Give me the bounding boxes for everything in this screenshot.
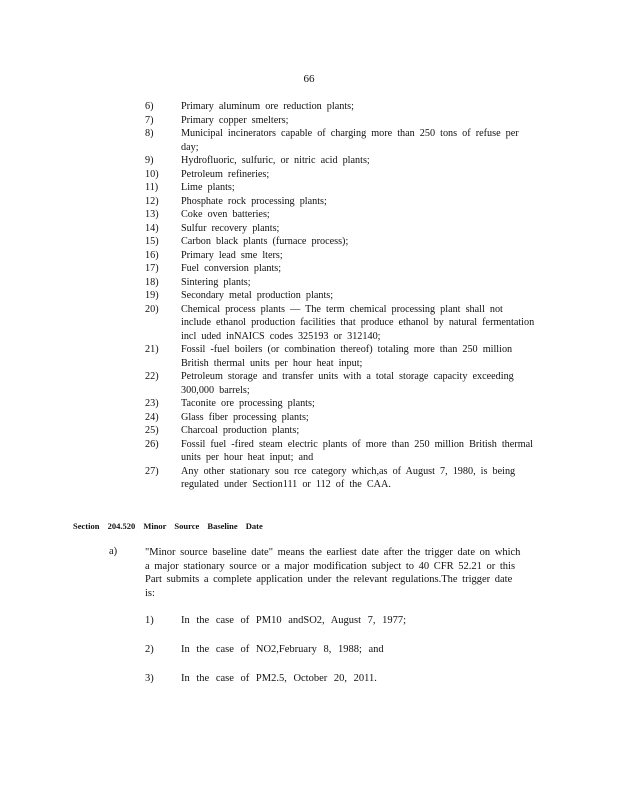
item-number: 11) [145,182,159,193]
item-text: In the case of PM10 andSO2, August 7, 1977; [181,615,407,626]
item-number: 26) [145,438,159,450]
item-number: 20) [145,303,159,315]
list-item [0,181,618,195]
item-number: 8) [145,128,154,139]
list-item [0,411,618,425]
item-text: Hydrofluoric, sulfuric, or nitric acid plants; [181,155,370,166]
paragraph-label: a) [109,546,118,557]
list-item [0,343,618,370]
item-number: 9) [145,155,154,166]
list-item [0,465,618,492]
list-item [0,397,618,411]
item-text: Charcoal production plants; [181,425,300,436]
list-item [0,168,618,182]
list-item [0,235,618,249]
item-text: Petroleum storage and transfer units with a total storage capacity exceeding 300,000 barrels; [181,371,514,396]
item-number: 15) [145,236,159,247]
item-number: 6) [145,101,154,112]
item-number: 22) [145,371,159,382]
item-text: Phosphate rock processing plants; [181,195,327,207]
item-text: Carbon black plants (furnace process); [181,236,349,247]
list-item [0,208,618,222]
definition-paragraph [0,546,618,600]
item-text: Fossil -fuel boilers (or combination thereof) totaling more than 250 million British thermal units per hour heat input; [181,344,513,369]
list-item [0,276,618,290]
item-text: Secondary metal production plants; [181,290,334,301]
list-item [0,100,618,114]
item-number: 2) [145,644,154,655]
item-number: 17) [145,263,159,274]
page-number: 66 [303,73,315,85]
list-item [0,127,618,154]
item-number: 21) [145,344,159,355]
list-item [0,249,618,263]
section-heading: Section 204.520 Minor Source Baseline Date [73,521,263,531]
item-number: 16) [145,249,159,261]
list-item [0,438,618,465]
item-text: Petroleum refineries; [181,168,270,180]
list-item [0,114,618,128]
item-number: 7) [145,114,154,126]
item-number: 23) [145,398,159,409]
list-item [0,303,618,344]
item-text: Fossil fuel -fired steam electric plants of more than 250 million British thermal units per hour heat input; and [181,438,533,463]
item-text: Primary copper smelters; [181,114,289,126]
item-number: 3) [145,673,154,684]
item-number: 19) [145,290,159,301]
item-text: Sulfur recovery plants; [181,222,280,234]
item-number: 1) [145,615,154,626]
item-text: Municipal incinerators capable of charging more than 250 tons of refuse per day; [181,128,519,153]
item-text: Any other stationary sou rce category which,as of August 7, 1980, is being regulated under Section111 or 112 of the CAA. [181,465,516,490]
list-item [0,424,618,438]
trigger-date-item [0,644,618,655]
item-number: 27) [145,465,159,477]
item-text: In the case of NO2,February 8, 1988; and [181,644,384,655]
item-text: Primary aluminum ore reduction plants; [181,101,354,112]
item-text: Sintering plants; [181,276,251,288]
list-item [0,195,618,209]
item-text: Lime plants; [181,182,235,193]
item-text: Glass fiber processing plants; [181,411,309,423]
item-text: Taconite ore processing plants; [181,398,315,409]
paragraph-text: "Minor source baseline date" means the earliest date after the trigger date on which a major stationary source or a major modification subject to 40 CFR 52.21 or this Part submits a complete application under the relevant regulations.The trigger date is: [145,547,521,599]
item-text: Primary lead sme lters; [181,249,283,261]
item-number: 18) [145,276,159,288]
list-item [0,154,618,168]
item-number: 13) [145,209,159,220]
list-item [0,370,618,397]
item-number: 12) [145,195,159,207]
list-item [0,289,618,303]
item-number: 10) [145,168,159,180]
trigger-date-item [0,673,618,684]
item-text: In the case of PM2.5, October 20, 2011. [181,673,377,684]
list-item [0,262,618,276]
trigger-date-item [0,615,618,626]
item-text: Coke oven batteries; [181,209,270,220]
item-number: 24) [145,411,159,423]
source-category-list [0,100,618,492]
item-number: 14) [145,222,159,234]
item-number: 25) [145,425,159,436]
item-text: Chemical process plants — The term chemical processing plant shall not include ethanol production facilities that produce ethanol by natural fermentation incl uded inNAICS codes 325193 or 312140; [181,303,535,342]
item-text: Fuel conversion plants; [181,263,282,274]
list-item [0,222,618,236]
